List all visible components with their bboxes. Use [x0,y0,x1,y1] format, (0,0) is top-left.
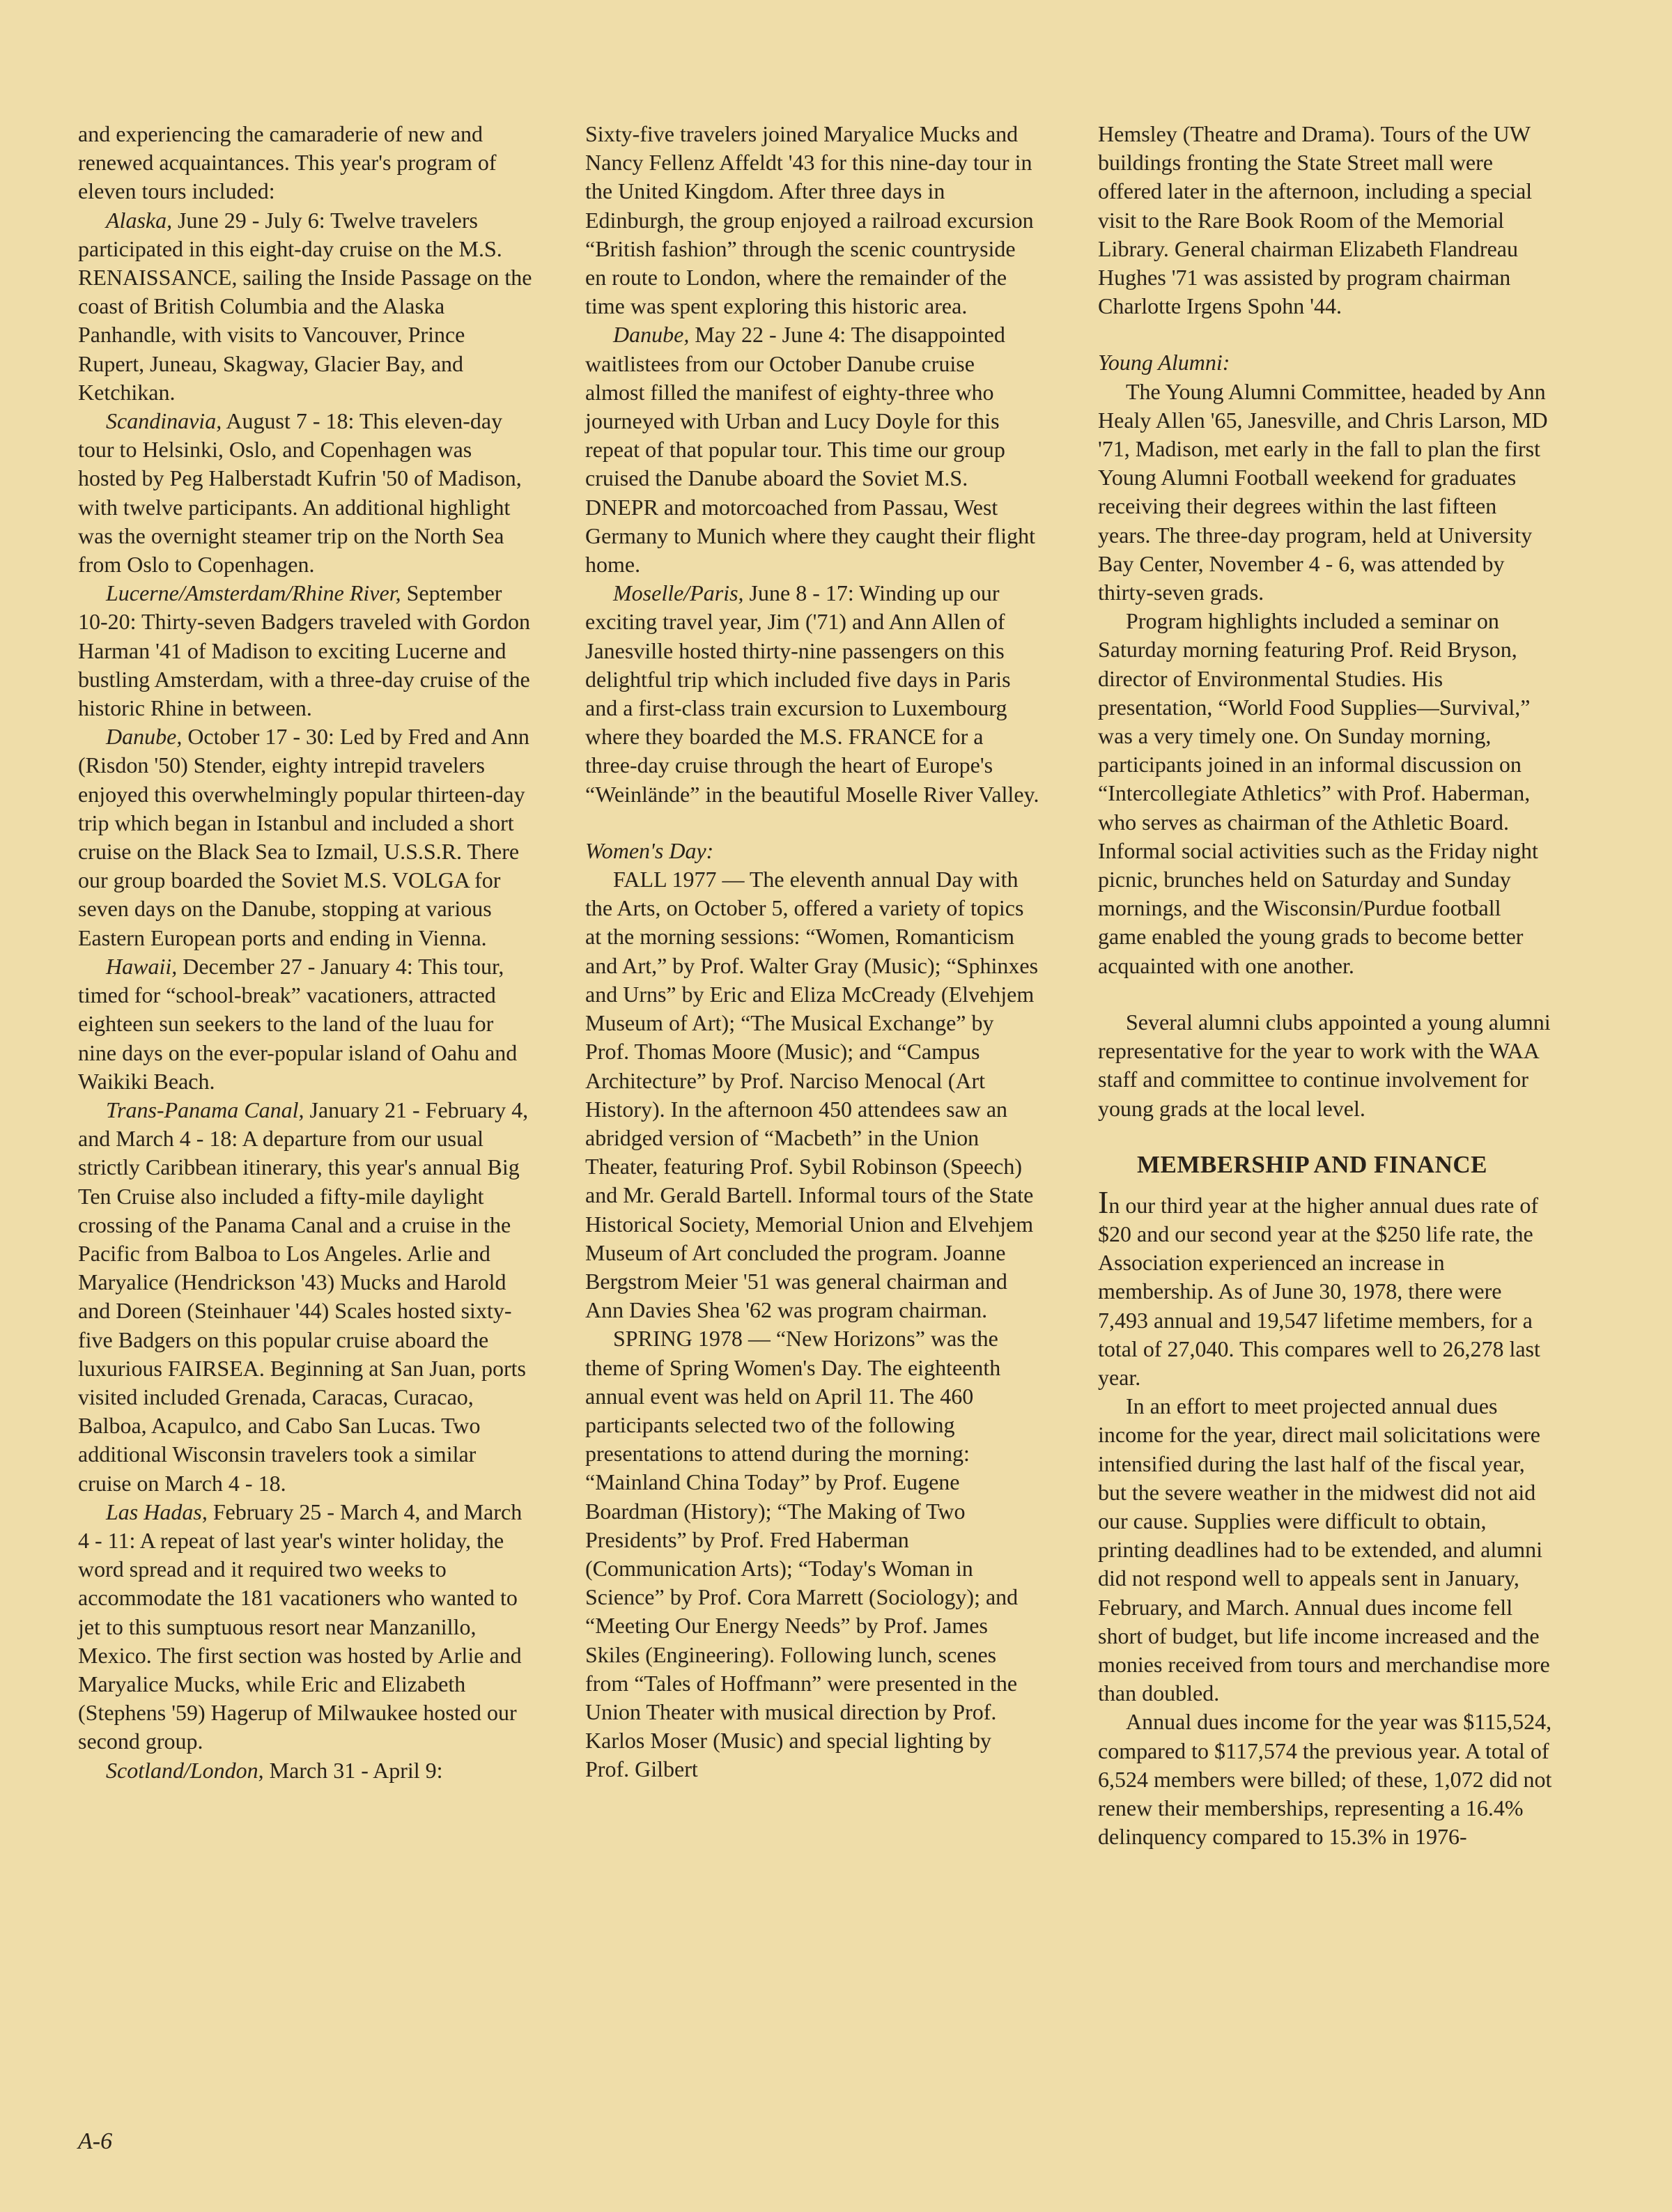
tour-trans-panama [78,1096,532,1498]
tour-las-hadas [78,1498,532,1756]
tour-title: Scandinavia, [106,408,222,434]
tour-title: Scotland/London, [106,1757,264,1783]
young-alumni-heading: Young Alumni: [1098,350,1230,376]
tour-lucerne [78,579,532,722]
tour-title: Las Hadas, [106,1499,208,1524]
tour-text: June 8 - 17: Winding up our exciting travel year, Jim ('71) and Ann Allen of Janesville hosted thirty-nine passengers on this delightful trip which included five days in Paris and a first-class train excursion to Luxembourg where they boarded the M.S. FRANCE for a three-day cruise through the heart of Europe's “Weinlände” in the beautiful Moselle River Valley. [585,580,1039,807]
tour-text: January 21 - February 4, and March 4 - 18: A departure from our usual strictly Caribbean itinerary, this year's annual Big Ten Cruise also included a fifty-mile daylight crossing of the Panama Canal and a cruise in the Pacific from Balboa to Los Angeles. Arlie and Maryalice (Hendrickson '43) Mucks and Harold and Doreen (Steinhauer '44) Scales hosted sixty-five Badgers on this popular cruise aboard the luxurious FAIRSEA. Beginning at San Juan, ports visited included Grenada, Caracas, Curacao, Balboa, Acapulco, and Cabo San Lucas. Two additional Wisconsin travelers took a similar cruise on March 4 - 18. [78,1097,529,1496]
paragraph: Several alumni clubs appointed a young alumni representative for the year to work with the WAA staff and committee to continue involvement for young grads at the local level. [1098,1009,1551,1121]
tour-danube-may [585,320,1039,579]
paragraph: In an effort to meet projected annual dues income for the year, direct mail solicitations were intensified during the last half of the fiscal year, but the severe weather in the midwest did not aid our cause. Supplies were difficult to obtain, printing deadlines had to be extended, and alumni did not respond well to appeals sent in January, February, and March. Annual dues income fell short of budget, but life income increased and the monies received from tours and merchandise more than doubled. [1098,1393,1550,1706]
membership-finance-heading: MEMBERSHIP AND FINANCE [1137,1150,1487,1178]
tour-text: October 17 - 30: Led by Fred and Ann (Risdon '50) Stender, eighty intrepid travelers enjoyed this overwhelmingly popular thirteen-day trip which began in Istanbul and included a short cruise on the Black Sea to Izmail, U.S.S.R. There our group boarded the Soviet M.S. VOLGA for seven days on the Danube, stopping at various Eastern European ports and ending in Vienna. [78,724,529,950]
tour-scotland-london [78,1756,532,1785]
paragraph: Sixty-five travelers joined Maryalice Mucks and Nancy Fellenz Affeldt '43 for this nine-day tour in the United Kingdom. After three days in Edinburgh, the group enjoyed a railroad excursion “British fashion” through the scenic countryside en route to London, where the remainder of the time was spent exploring this historic area. [585,121,1034,319]
column-1 [78,120,532,1785]
paragraph: Annual dues income for the year was $115,524, compared to $117,574 the previous year. A total of 6,524 members were billed; of these, 1,072 did not renew their memberships, representing a 16.4% delinquency compared to 15.3% in 1976- [1098,1709,1552,1850]
paragraph [1098,1184,1552,1392]
tour-danube-october [78,722,532,952]
tour-title: Danube, [106,724,183,750]
paragraph: The Young Alumni Committee, headed by Ann Healy Allen '65, Janesville, and Chris Larson, MD '71, Madison, met early in the fall to plan the first Young Alumni Football weekend for graduates receiving their degrees within the last fifteen years. The three-day program, held at University Bay Center, November 4 - 6, was attended by thirty-seven grads. [1098,378,1548,605]
tour-title: Trans-Panama Canal, [106,1097,304,1122]
tour-text: March 31 - April 9: [263,1757,443,1783]
column-3 [1098,120,1552,1851]
tour-title: Moselle/Paris, [613,580,744,606]
tour-scandinavia [78,407,532,579]
column-2 [585,120,1039,1784]
tour-text: June 29 - July 6: Twelve travelers participated in this eight-day cruise on the M.S. RENAISSANCE, sailing the Inside Passage on the coast of British Columbia and the Alaska Panhandle, with visits to Vancouver, Prince Rupert, Juneau, Skagway, Glacier Bay, and Ketchikan. [78,207,532,405]
paragraph: and experiencing the camaraderie of new and renewed acquaintances. This year's program of eleven tours included: [78,121,497,204]
tour-title: Alaska, [106,207,173,233]
page-number: A-6 [78,2128,113,2154]
tour-moselle-paris [585,579,1039,809]
tour-text: September 10-20: Thirty-seven Badgers traveled with Gordon Harman '41 of Madison to exciting Lucerne and bustling Amsterdam, with a three-day cruise of the historic Rhine in between. [78,580,531,721]
tour-title: Lucerne/Amsterdam/Rhine River, [106,580,401,606]
paragraph-text: n our third year at the higher annual dues rate of $20 and our second year at the $250 life rate, the Association experienced an increase in membership. As of June 30, 1978, there were 7,493 annual and 19,547 lifetime members, for a total of 27,040. This compares well to 26,278 last year. [1098,1192,1540,1390]
tour-text: February 25 - March 4, and March 4 - 11: A repeat of last year's winter holiday, the word spread and it required two weeks to accommodate the 181 vacationers who wanted to jet to this sumptuous resort near Manzanillo, Mexico. The first section was hosted by Arlie and Maryalice Mucks, while Eric and Elizabeth (Stephens '59) Hagerup of Milwaukee hosted our second group. [78,1499,522,1754]
womens-day-heading: Women's Day: [585,837,714,863]
paragraph: Program highlights included a seminar on Saturday morning featuring Prof. Reid Bryson, director of Environmental Studies. His presentation, “World Food Supplies—Survival,” was a very timely one. On Sunday morning, participants joined in an informal discussion on “Intercollegiate Athletics” with Prof. Haberman, who serves as chairman of the Athletic Board. Informal social activities such as the Friday night picnic, brunches held on Saturday and Sunday mornings, and the Wisconsin/Purdue football game enabled the young grads to become better acquainted with one another. [1098,608,1538,978]
tour-title: Hawaii, [106,953,178,979]
tour-text: May 22 - June 4: The disappointed waitlistees from our October Danube cruise almost filled the manifest of eighty-three who journeyed with Urban and Lucy Doyle for this repeat of that popular tour. This time our group cruised the Danube aboard the Soviet M.S. DNEPR and motorcoached from Passau, West Germany to Munich where they caught their flight home. [585,322,1036,578]
paragraph-fall-1977: FALL 1977 — The eleventh annual Day with the Arts, on October 5, offered a variety of topics at the morning sessions: “Women, Romanticism and Art,” by Prof. Walter Gray (Music); “Sphinxes and Urns” by Eric and Eliza McCready (Elvehjem Museum of Art); “The Musical Exchange” by Prof. Thomas Moore (Music); and “Campus Architecture” by Prof. Narciso Menocal (Art History). In the afternoon 450 attendees saw an abridged version of “Macbeth” in the Union Theater, featuring Prof. Sybil Robinson (Speech) and Mr. Gerald Bartell. Informal tours of the State Historical Society, Memorial Union and Elvehjem Museum of Art concluded the program. Joanne Bergstrom Meier '51 was general chairman and Ann Davies Shea '62 was program chairman. [585,867,1039,1323]
tour-title: Danube, [613,322,690,348]
paragraph: Hemsley (Theatre and Drama). Tours of the UW buildings fronting the State Street mall were offered later in the afternoon, including a special visit to the Rare Book Room of the Memorial Library. General chairman Elizabeth Flandreau Hughes '71 was assisted by program chairman Charlotte Irgens Spohn '44. [1098,121,1533,319]
tour-alaska [78,206,532,407]
tour-text: August 7 - 18: This eleven-day tour to Helsinki, Oslo, and Copenhagen was hosted by Peg Halberstadt Kufrin '50 of Madison, with twelve participants. An additional highlight was the overnight steamer trip on the North Sea from Oslo to Copenhagen. [78,408,522,578]
paragraph-spring-1978: SPRING 1978 — “New Horizons” was the theme of Spring Women's Day. The eighteenth annual event was held on April 11. The 460 participants selected two of the following presentations to attend during the morning: “Mainland China Today” by Prof. Eugene Boardman (History); “The Making of Two Presidents” by Prof. Fred Haberman (Communication Arts); “Today's Woman in Science” by Prof. Cora Marrett (Sociology); and “Meeting Our Energy Needs” by Prof. James Skiles (Engineering). Following lunch, scenes from “Tales of Hoffmann” were presented in the Union Theater with musical direction by Prof. Karlos Moser (Music) and special lighting by Prof. Gilbert [585,1326,1019,1782]
tour-hawaii [78,952,532,1096]
drop-cap: I [1098,1184,1109,1220]
tour-text: December 27 - January 4: This tour, timed for “school-break” vacationers, attracted eighteen sun seekers to the land of the luau for nine days on the ever-popular island of Oahu and Waikiki Beach. [78,953,518,1094]
